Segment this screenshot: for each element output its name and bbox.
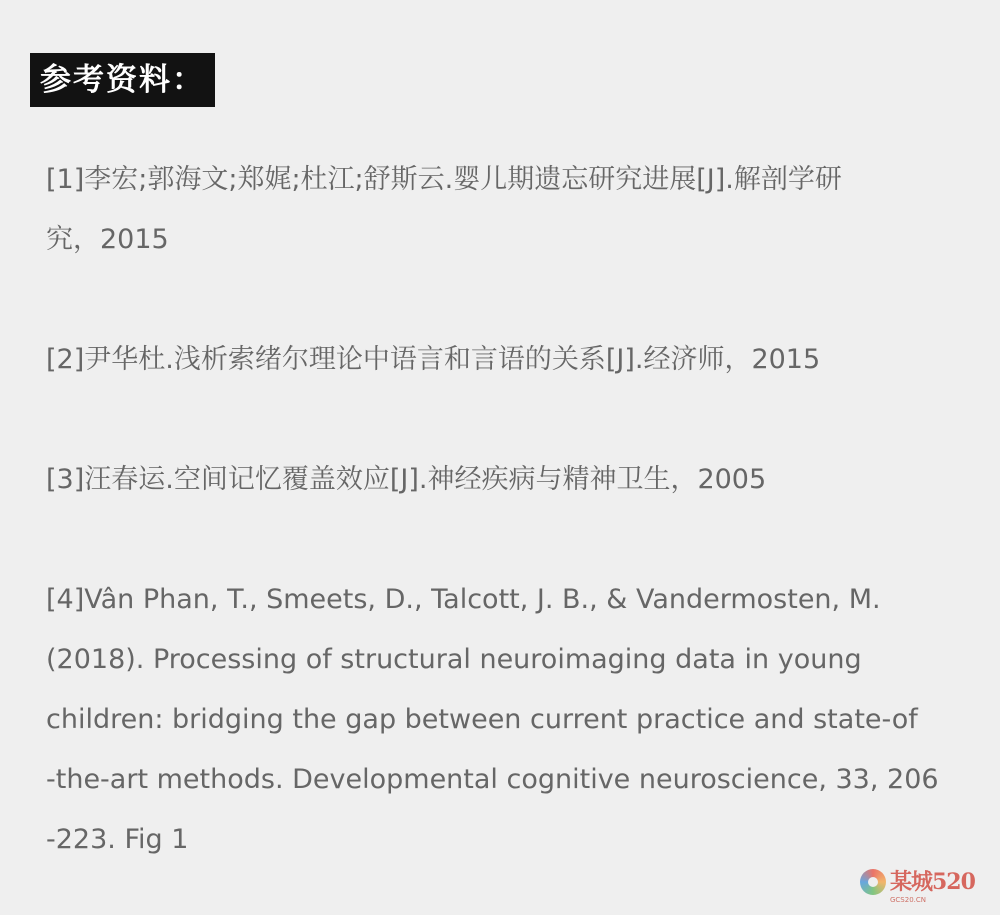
reference-line: [3]汪春运.空间记忆覆盖效应[J].神经疾病与精神卫生，2005 <box>46 464 767 495</box>
reference-line: 究，2015 <box>46 224 169 255</box>
reference-line: (2018). Processing of structural neuroimaging data in young <box>46 644 862 675</box>
reference-line: -the-art methods. Developmental cognitive neuroscience, 33, 206 <box>46 764 939 795</box>
reference-item <box>46 570 961 870</box>
reference-item <box>46 330 961 390</box>
reference-list <box>46 150 961 870</box>
reference-line: [4]Vân Phan, T., Smeets, D., Talcott, J. B., & Vandermosten, M. <box>46 584 881 615</box>
reference-item <box>46 450 961 510</box>
reference-item <box>46 150 961 270</box>
section-heading: 参考资料： <box>30 53 215 107</box>
reference-line: children: bridging the gap between current practice and state-of <box>46 704 918 735</box>
watermark-icon <box>860 869 886 895</box>
watermark-title: 某城520 <box>890 869 975 895</box>
reference-line: -223. Fig 1 <box>46 824 189 855</box>
watermark-logo <box>860 865 990 909</box>
watermark-subtitle: GCS20.CN <box>890 896 927 904</box>
reference-line: [1]李宏;郭海文;郑娓;杜江;舒斯云.婴儿期遗忘研究进展[J].解剖学研 <box>46 164 842 195</box>
reference-line: [2]尹华杜.浅析索绪尔理论中语言和言语的关系[J].经济师，2015 <box>46 344 821 375</box>
